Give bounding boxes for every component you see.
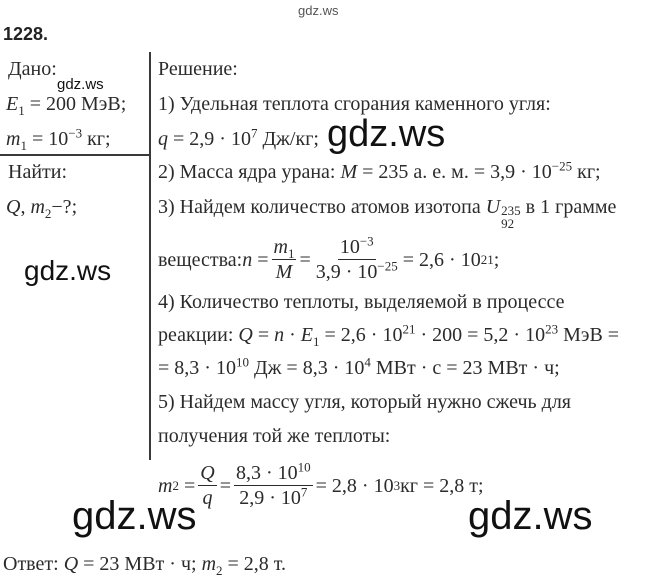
find-vars: Q, $m_2-$?; xyxy=(6,196,78,221)
step-3: 3) Найдем количество атомов изотопа U 235 92 в 1 грамме xyxy=(158,196,617,231)
given-m1: $m_1 = 10^{-3}$ кг; xyxy=(6,125,111,153)
watermark-left: gdz.ws xyxy=(24,255,112,286)
step-6-equation: m 2 = $\frac{Q}{q}$ = $\frac{8,3 \cdot 10^{10}}{2,9 \cdot 10^7}$ = 2,8 · 10 3 кг = 2,8 т; xyxy=(158,459,484,509)
problem-number: 1228. xyxy=(3,24,49,44)
problem-number-text: 1228 xyxy=(3,24,44,44)
step-1-equation: $q = 2,9 \cdot 10^7$ Дж/кг; xyxy=(158,125,319,150)
fraction-Q-over-q: $\frac{Q}{q}$ xyxy=(200,462,215,509)
solution-title: Решение: xyxy=(158,58,238,80)
watermark-given: gdz.ws xyxy=(57,76,104,93)
fraction-m2-values: $\frac{8,3 \cdot 10^{10}}{2,9 \cdot 10^7}$ xyxy=(235,459,311,509)
uranium-isotope: U 235 92 xyxy=(485,196,521,231)
watermark-center: gdz.ws xyxy=(327,113,446,155)
step-2: 2) Масса ядра урана: M = 235 а. е. м. = $3,9 \cdot 10^{-25}$ кг; xyxy=(158,158,601,183)
given-find-divider xyxy=(0,154,149,156)
answer-line: Ответ: Q = 23 МВт · ч; $m_2 = 2,8$ т. xyxy=(3,553,287,578)
table-vertical-divider xyxy=(149,52,151,460)
find-title: Найти: xyxy=(8,161,68,183)
step-4-text: 4) Количество теплоты, выделяемой в процессе xyxy=(158,291,565,313)
given-e1: $E_1 = 200$ МэВ; xyxy=(6,93,127,118)
step-4-equation: реакции: $Q = n \cdot E_1 = 2,6 \cdot 10^{21} \cdot 200 = 5,2 \cdot 10^{23}$ МэВ = xyxy=(158,321,620,349)
watermark-top: gdz.ws xyxy=(298,3,339,18)
step-1-text: 1) Удельная теплота сгорания каменного угля: xyxy=(158,93,551,115)
step-5-text: 5) Найдем массу угля, который нужно сжечь для xyxy=(158,391,572,413)
fraction-m1-over-M: $\frac{m_1}{M}$ xyxy=(273,236,295,283)
fraction-n-values: $\frac{10^{-3}}{3,9 \cdot 10^{-25}}$ xyxy=(315,233,398,283)
watermark-bottom-left: gdz.ws xyxy=(72,494,197,538)
step-3-equation: вещества: n = $\frac{m_1}{M}$ = $\frac{10^{-3}}{3,9 \cdot 10^{-25}}$ = 2,6 · 10 21 ; xyxy=(158,233,500,283)
step-5-text-cont: получения той же теплоты: xyxy=(158,425,391,447)
step-4-conversion: = $8,3 \cdot 10^{10}$ Дж = $8,3 \cdot 10^4$ МВт · с = 23 МВт · ч; xyxy=(158,354,560,379)
watermark-bottom-right: gdz.ws xyxy=(468,494,593,538)
given-title: Дано: xyxy=(8,58,57,80)
